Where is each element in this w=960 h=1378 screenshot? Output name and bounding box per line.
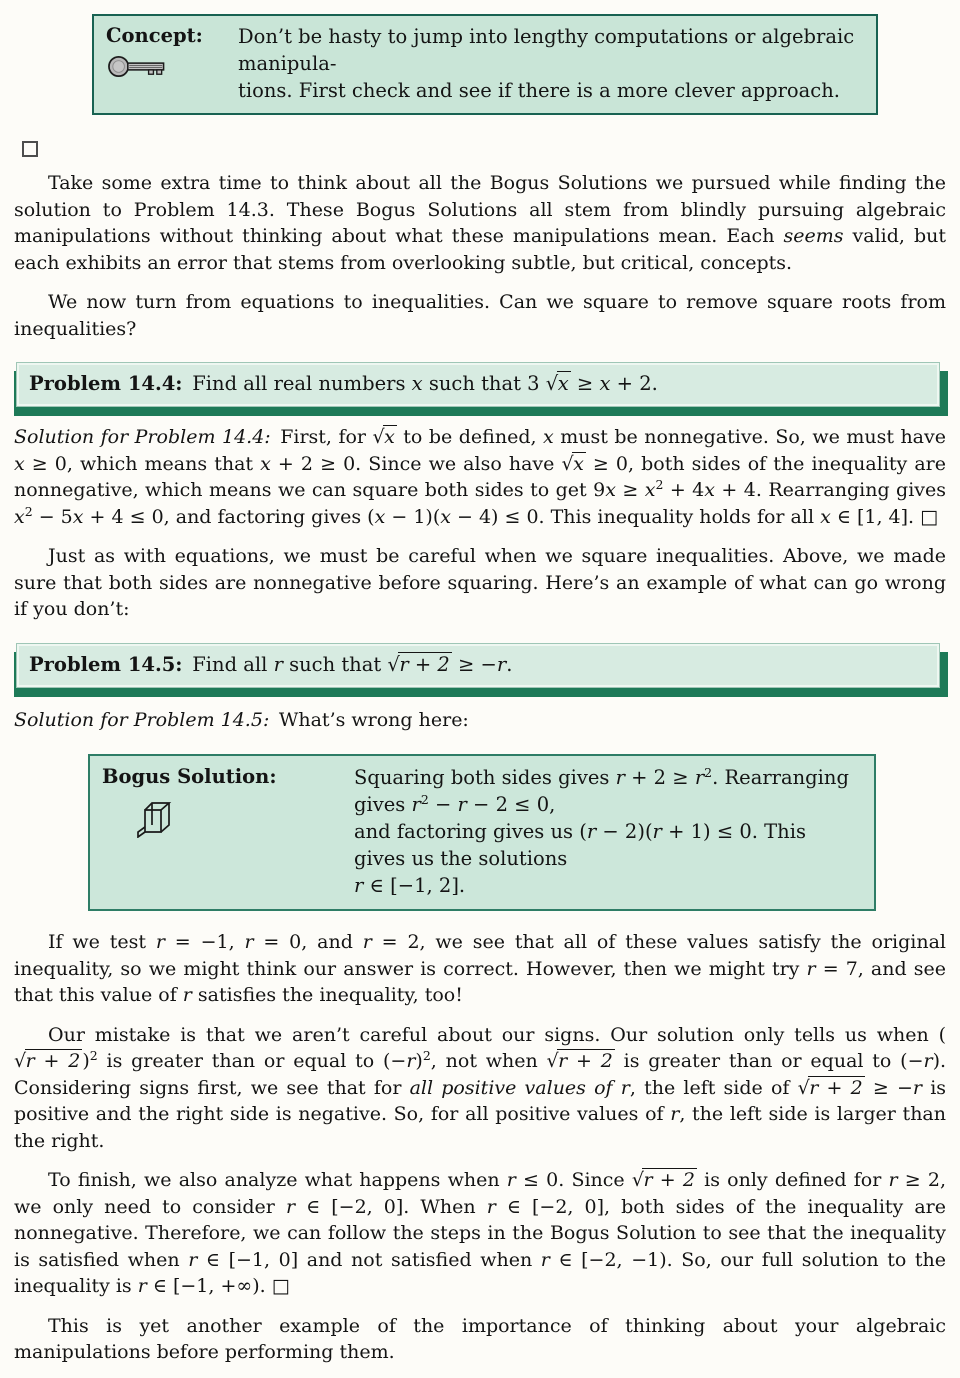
concept-label-column [106,23,222,104]
bogus-solution-box [88,754,876,911]
problem-14-5-text: Problem 14.5: Find all r such that √r + 2 ≥ −r. [16,643,940,688]
exercise-end-marker-icon [22,141,38,157]
solution-14-4-paragraph: Solution for Problem 14.4: First, for √x to be defined, x must be nonnegative. So, we must have x ≥ 0, which means that x + 2 ≥ 0. Since we also have √x ≥ 0, both sides of the inequality are nonnegative, which means we can square both sides to get $9x \ge x^2 + 4x + 4$. Rearranging gives $x^2 - 5x + 4 \le 0$, and factoring gives (x − 1)(x − 4) ≤ 0. This inequality holds for all x ∈ [1, 4]. □ [14,426,947,528]
test-values-paragraph: If we test r = −1, r = 0, and r = 2, we see that all of these values satisfy the original inequality, so we might think our answer is correct. However, then we might try r = 7, and see that this value of r satisfies the inequality, too! [14,931,947,1006]
squaring-caution-paragraph: Just as with equations, we must be careful when we square inequalities. Above, we made sure that both sides are nonnegative before squaring. Here’s an example of what can go wrong if you don’t: [14,545,946,620]
finish-analysis-paragraph: To finish, we also analyze what happens when r ≤ 0. Since √r + 2 is only defined for r ≥ 2, we only need to consider r ∈ [−2, 0]. When r ∈ [−2, 0], both sides of the inequality are nonnegative. Therefore, we can follow the steps in the Bogus Solution to see that the inequality is satisfied when r ∈ [−1, 0] and not satisfied when r ∈ [−2, −1). So, our full solution to the inequality is r ∈ [−1, +∞). □ [14,1169,946,1297]
mistake-analysis-paragraph: Our mistake is that we aren’t careful about our signs. Our solution only tells us when ( √r + 2 )$^2$ is greater than or equal to $(-r)^2$, not when √r + 2 is greater than or equal to (−r). Considering signs first, we see that for all positive values of r, the left side of √r + 2 ≥ −r is positive and the right side is negative. So, for all positive values of r, the left side is larger than the right. [14,1023,947,1152]
solution-14-5-intro: Solution for Problem 14.5: What’s wrong here: [14,708,469,731]
key-icon [108,53,222,84]
problem-14-5-box [16,643,940,688]
bogus-solution-label: Bogus Solution: [102,765,277,788]
bogus-label-column [102,764,340,899]
problem-14-4-text: Problem 14.4: Find all real numbers x such that 3 √x ≥ x + 2. [16,362,940,407]
concept-label: Concept: [106,24,203,47]
open-box-icon [136,796,340,842]
bogus-solution-text: Squaring both sides gives $r + 2 \ge r^2$. Rearranging gives $r^2 - r - 2 \le 0$, and factoring gives us (r − 2)(r + 1) ≤ 0. This gives us the solutions r ∈ [−1, 2]. [354,765,849,897]
concept-text: Don’t be hasty to jump into lengthy computations or algebraic manipula- tions. First check and see if there is a more clever approach. [238,25,855,102]
transition-paragraph: We now turn from equations to inequalities. Can we square to remove square roots from inequalities? [14,291,946,340]
problem-14-4-box [16,362,940,407]
intro-paragraph: Take some extra time to think about all the Bogus Solutions we pursued while finding the solution to Problem 14.3. These Bogus Solutions all stem from blindly pursuing algebraic manipulations without thinking about what these manipulations mean. Each seems valid, but each exhibits an error that stems from overlooking subtle, but critical, concepts. [14,172,946,274]
closing-paragraph: This is yet another example of the importance of thinking about your algebraic manipulations before performing them. [14,1314,946,1363]
concept-box [92,14,878,115]
